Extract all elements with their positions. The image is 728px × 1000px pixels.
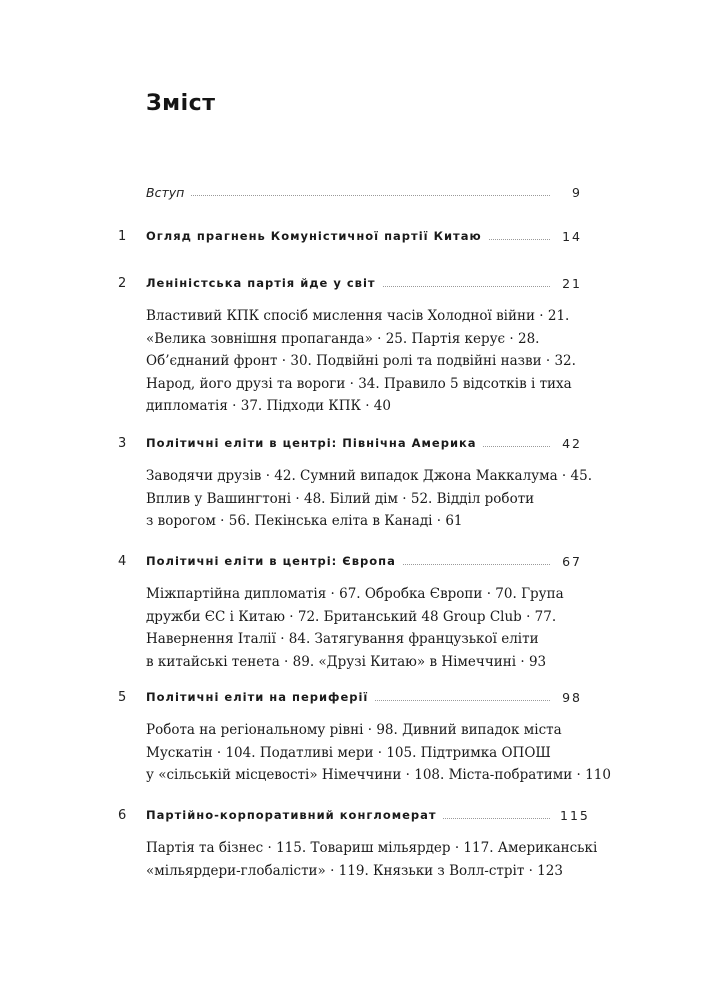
chapter-title: Огляд прагнень Комуністичної партії Китаю [146,229,488,243]
section-line: з ворогом · 56. Пекінська еліта в Канаді · 61 [146,513,463,529]
section-line: дипломатія · 37. Підходи КПК · 40 [146,398,391,414]
chapter-sections [146,583,566,673]
toc-entry-chapter-2[interactable] [0,276,728,414]
toc-page-number: 14 [562,229,582,244]
toc-entry-chapter-6[interactable] [0,808,728,879]
section-line: Мускатін · 104. Податливі мери · 105. Підтримка ОПОШ [146,744,551,761]
page-title: Зміст [146,91,216,116]
chapter-number: 4 [118,554,127,569]
chapter-sections [146,305,576,418]
toc-entry-chapter-1[interactable] [0,229,728,253]
toc-page-number: 42 [562,436,582,451]
toc-entry-chapter-5[interactable] [0,690,728,783]
chapter-sections [146,837,598,882]
section-line: «мільярдери-глобалісти» · 119. Князьки з Волл-стріт · 123 [146,862,563,879]
section-line: Робота на регіональному рівні · 98. Дивний випадок міста [146,722,562,738]
chapter-number: 6 [118,808,127,823]
chapter-number: 1 [118,229,127,244]
section-line: Властивий КПК спосіб мислення часів Холодної війни · 21. [146,308,570,324]
toc-page-number: 9 [572,185,582,200]
toc-entry-chapter-4[interactable] [0,554,728,670]
dot-leader [146,195,550,196]
toc-page-number: 115 [560,808,590,823]
toc-page-number: 21 [562,276,582,291]
toc-page-number: 67 [562,554,582,569]
chapter-title: Політичні еліти в центрі: Європа [146,554,402,568]
chapter-number: 2 [118,276,127,291]
toc-page-number: 98 [562,690,582,705]
toc-entry-title: Вступ [146,185,190,200]
section-line: Міжпартійна дипломатія · 67. Обробка Європи · 70. Група [146,586,564,602]
section-line: Народ, його друзі та вороги · 34. Правило 5 відсотків і тиха [146,375,572,392]
chapter-title: Партійно-корпоративний конгломерат [146,808,443,822]
toc-entry-intro[interactable] [0,185,728,209]
chapter-number: 3 [118,436,127,451]
section-line: Партія та бізнес · 115. Товариш мільярдер · 117. Американські [146,840,598,856]
chapter-sections [146,719,611,787]
section-line: дружби ЄС і Китаю · 72. Британський 48 Group Club · 77. [146,608,557,625]
chapter-title: Політичні еліти в центрі: Північна Америка [146,436,483,450]
toc-entry-chapter-3[interactable] [0,436,728,529]
chapter-title: Політичні еліти на периферії [146,690,374,704]
section-line: Об’єднаний фронт · 30. Подвійні ролі та подвійні назви · 32. [146,353,576,369]
section-line: «Велика зовнішня пропаганда» · 25. Партія керує · 28. [146,330,540,347]
section-line: Заводячи друзів · 42. Сумний випадок Джона Маккалума · 45. [146,468,592,484]
section-line: в китайські тенета · 89. «Друзі Китаю» в Німеччині · 93 [146,653,547,670]
section-line: Вплив у Вашингтоні · 48. Білий дім · 52. Відділ роботи [146,490,535,507]
section-line: у «сільській місцевості» Німеччини · 108. Міста-побратими · 110 [146,767,611,783]
chapter-title: Леніністська партія йде у світ [146,276,382,290]
chapter-sections [146,465,592,533]
chapter-number: 5 [118,690,127,705]
section-line: Навернення Італії · 84. Затягування французької еліти [146,631,539,647]
